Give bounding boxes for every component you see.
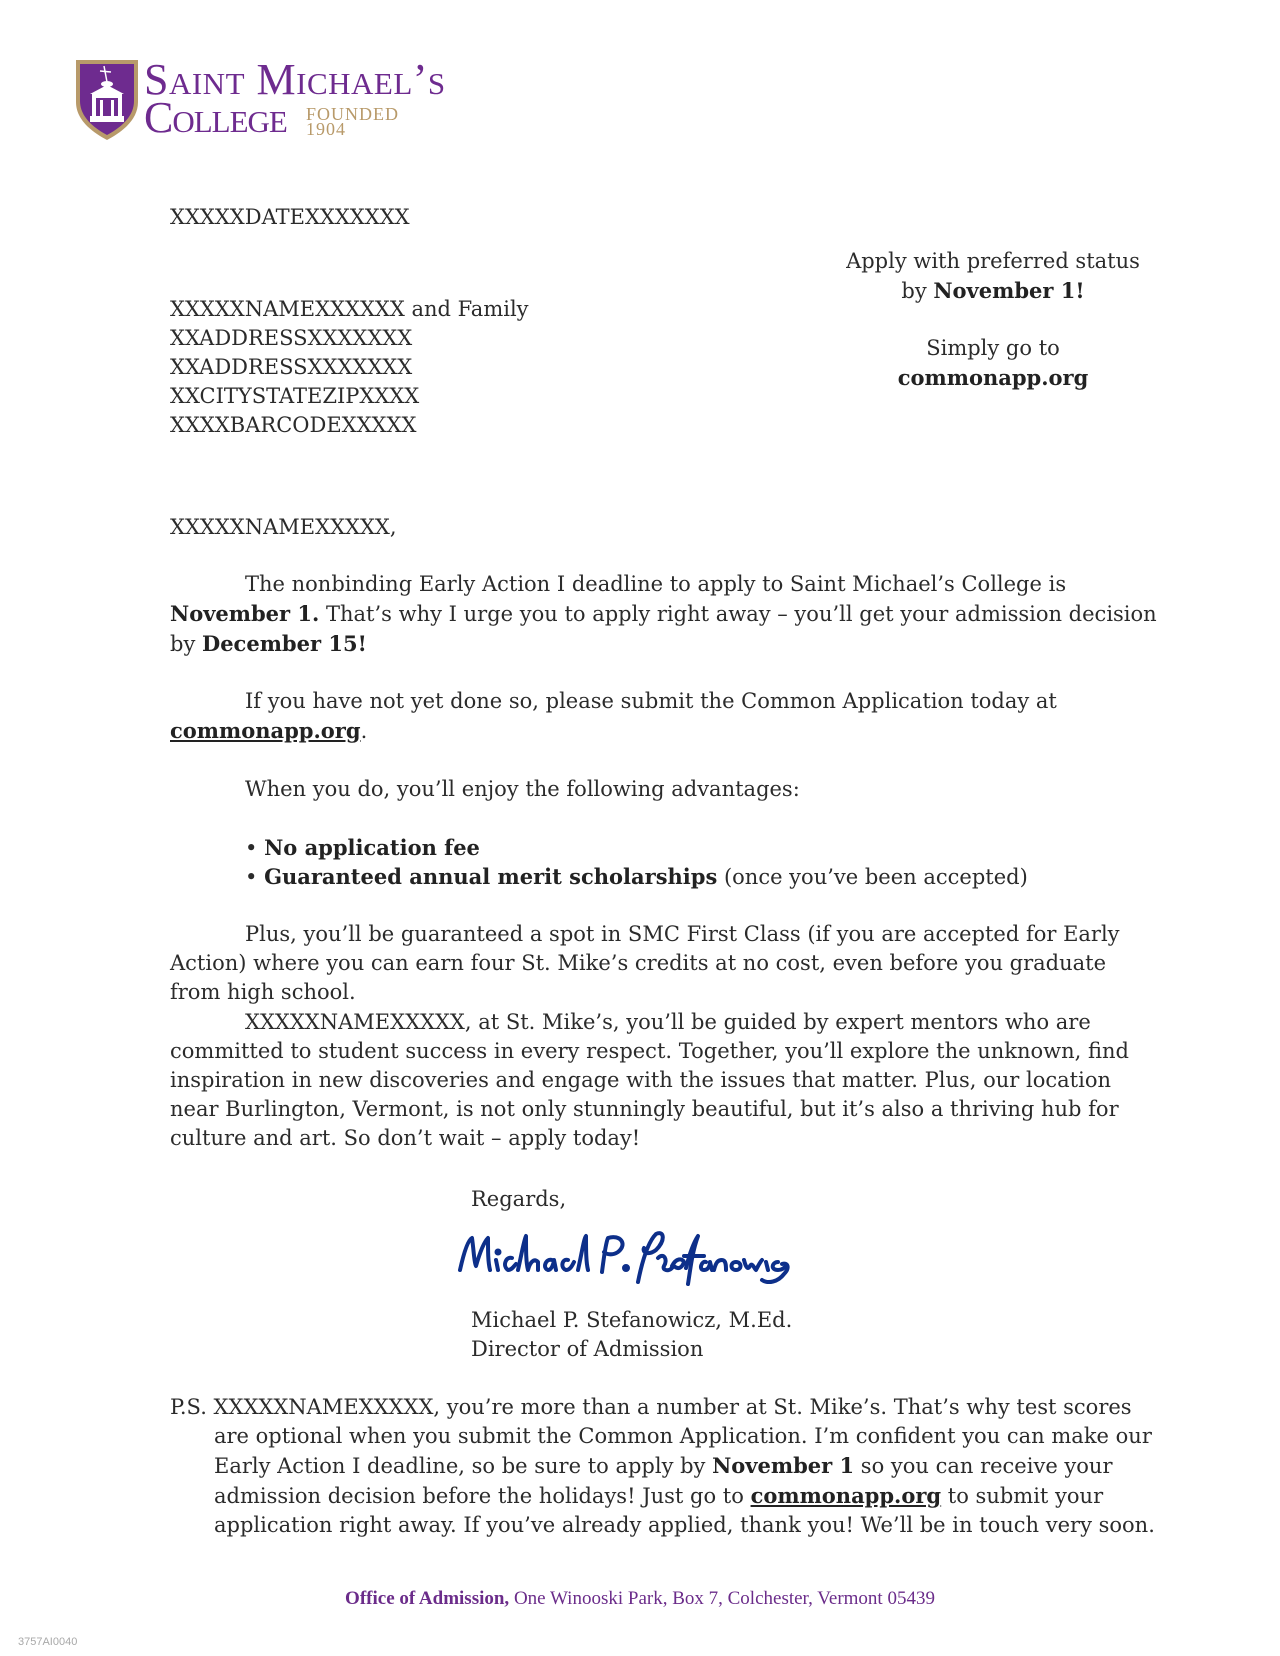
callout-link-text[interactable]: commonapp.org: [897, 365, 1089, 390]
p1-text-a: The nonbinding Early Action I deadline to apply to Saint Michael’s College is: [245, 572, 1067, 596]
p2-text-b: .: [360, 719, 368, 743]
p1-text-c: That’s why I urge you to apply right away – you’ll get your admission decision by: [170, 602, 1157, 656]
address-line-1: XXADDRESSXXXXXXX: [170, 326, 413, 350]
callout-line-2: [840, 276, 1146, 306]
bullet-bold-text: No application fee: [264, 835, 480, 860]
handwritten-signature-icon: [452, 1222, 792, 1292]
signer-name: Michael P. Stefanowicz, M.Ed.: [471, 1308, 793, 1332]
callout-commonapp-link[interactable]: [840, 363, 1146, 393]
p2-text-a: If you have not yet done so, please submit the Common Application today at: [245, 689, 1057, 713]
footer-office-label: Office of Admission,: [345, 1588, 510, 1609]
p1-decision-date-bold: December 15!: [201, 631, 367, 656]
paragraph-deadline: [170, 570, 1160, 659]
logo-wordmark-line1: Saint Michael’s: [144, 55, 446, 104]
callout-line-3: Simply go to: [926, 336, 1060, 360]
signature-image: [452, 1222, 792, 1292]
bullet-dot: •: [245, 865, 265, 889]
postscript: [170, 1393, 1160, 1540]
recipient-name-line: [170, 295, 529, 324]
paragraph-first-class: Plus, you’ll be guaranteed a spot in SMC First Class (if you are accepted for Early Action) where you can earn four St. Mike’s credits at no cost, even before you graduate from high school.: [170, 922, 1120, 1004]
college-shield-logo: [74, 58, 140, 142]
callout-by: by: [901, 279, 934, 303]
footer-address-text: One Winooski Park, Box 7, Colchester, Vermont 05439: [509, 1588, 935, 1609]
p1-deadline-bold: November 1.: [170, 601, 320, 626]
advantage-bullet: [245, 833, 480, 863]
ps-text-a: P.S. XXXXXNAMEXXXXX, you’re more than a number at St. Mike’s. That’s why test scores are optional when you submit the Common Application. I’m confident you can make our Early Action I deadline, so be sure to apply by: [170, 1395, 1152, 1478]
logo-founded-label: FOUNDED: [306, 104, 400, 124]
bullet-rest-text: (once you’ve been accepted): [717, 865, 1028, 889]
address-barcode: XXXXBARCODEXXXXX: [170, 413, 417, 437]
ps-text-d: to submit your application right away. If you’ve already applied, thank you! We’ll be in touch very soon.: [214, 1484, 1155, 1537]
ps-commonapp-link[interactable]: commonapp.org: [750, 1483, 942, 1508]
ps-text-c: so you can receive your admission decision before the holidays! Just go to: [214, 1454, 1113, 1508]
callout-deadline: November 1!: [933, 278, 1085, 303]
callout-line-1: Apply with preferred status: [846, 249, 1140, 273]
paragraph-advantages-intro: When you do, you’ll enjoy the following advantages:: [245, 777, 800, 801]
address-line-2: XXADDRESSXXXXXXX: [170, 355, 413, 379]
logo-founded-year: 1904: [306, 119, 346, 139]
paragraph-mentors: XXXXXNAMEXXXXX, at St. Mike’s, you’ll be guided by expert mentors who are committed to student success in every respect. Together, you’ll explore the unknown, find inspiration in new discoveries and engage with the issues that matter. Plus, our location near Burlington, Vermont, is not only stunningly beautiful, but it’s also a thriving hub for culture and art. So don’t wait – apply today!: [170, 1010, 1129, 1150]
salutation: XXXXXNAMEXXXXX,: [170, 515, 397, 539]
paragraph-submit: [170, 687, 1160, 746]
recipient-name: XXXXXNAMEXXXXXX: [170, 297, 405, 321]
footer-address: [0, 1588, 1280, 1610]
commonapp-link[interactable]: commonapp.org: [170, 718, 361, 743]
advantage-bullet: [245, 862, 1028, 892]
address-city-state-zip: XXCITYSTATEZIPXXXX: [170, 384, 420, 408]
signer-title: Director of Admission: [471, 1337, 704, 1361]
bullet-dot: •: [245, 836, 265, 860]
letter-date: XXXXXDATEXXXXXXX: [170, 205, 410, 229]
ps-deadline-bold: November 1: [712, 1453, 855, 1478]
bullet-bold-text: Guaranteed annual merit scholarships: [264, 864, 718, 889]
closing-regards: Regards,: [471, 1187, 567, 1211]
logo-wordmark-line2: College: [144, 93, 287, 142]
recipient-name-suffix: and Family: [404, 297, 529, 321]
document-code: 3757AI0040: [18, 1636, 78, 1648]
chapel-cupola-icon: [74, 58, 140, 142]
